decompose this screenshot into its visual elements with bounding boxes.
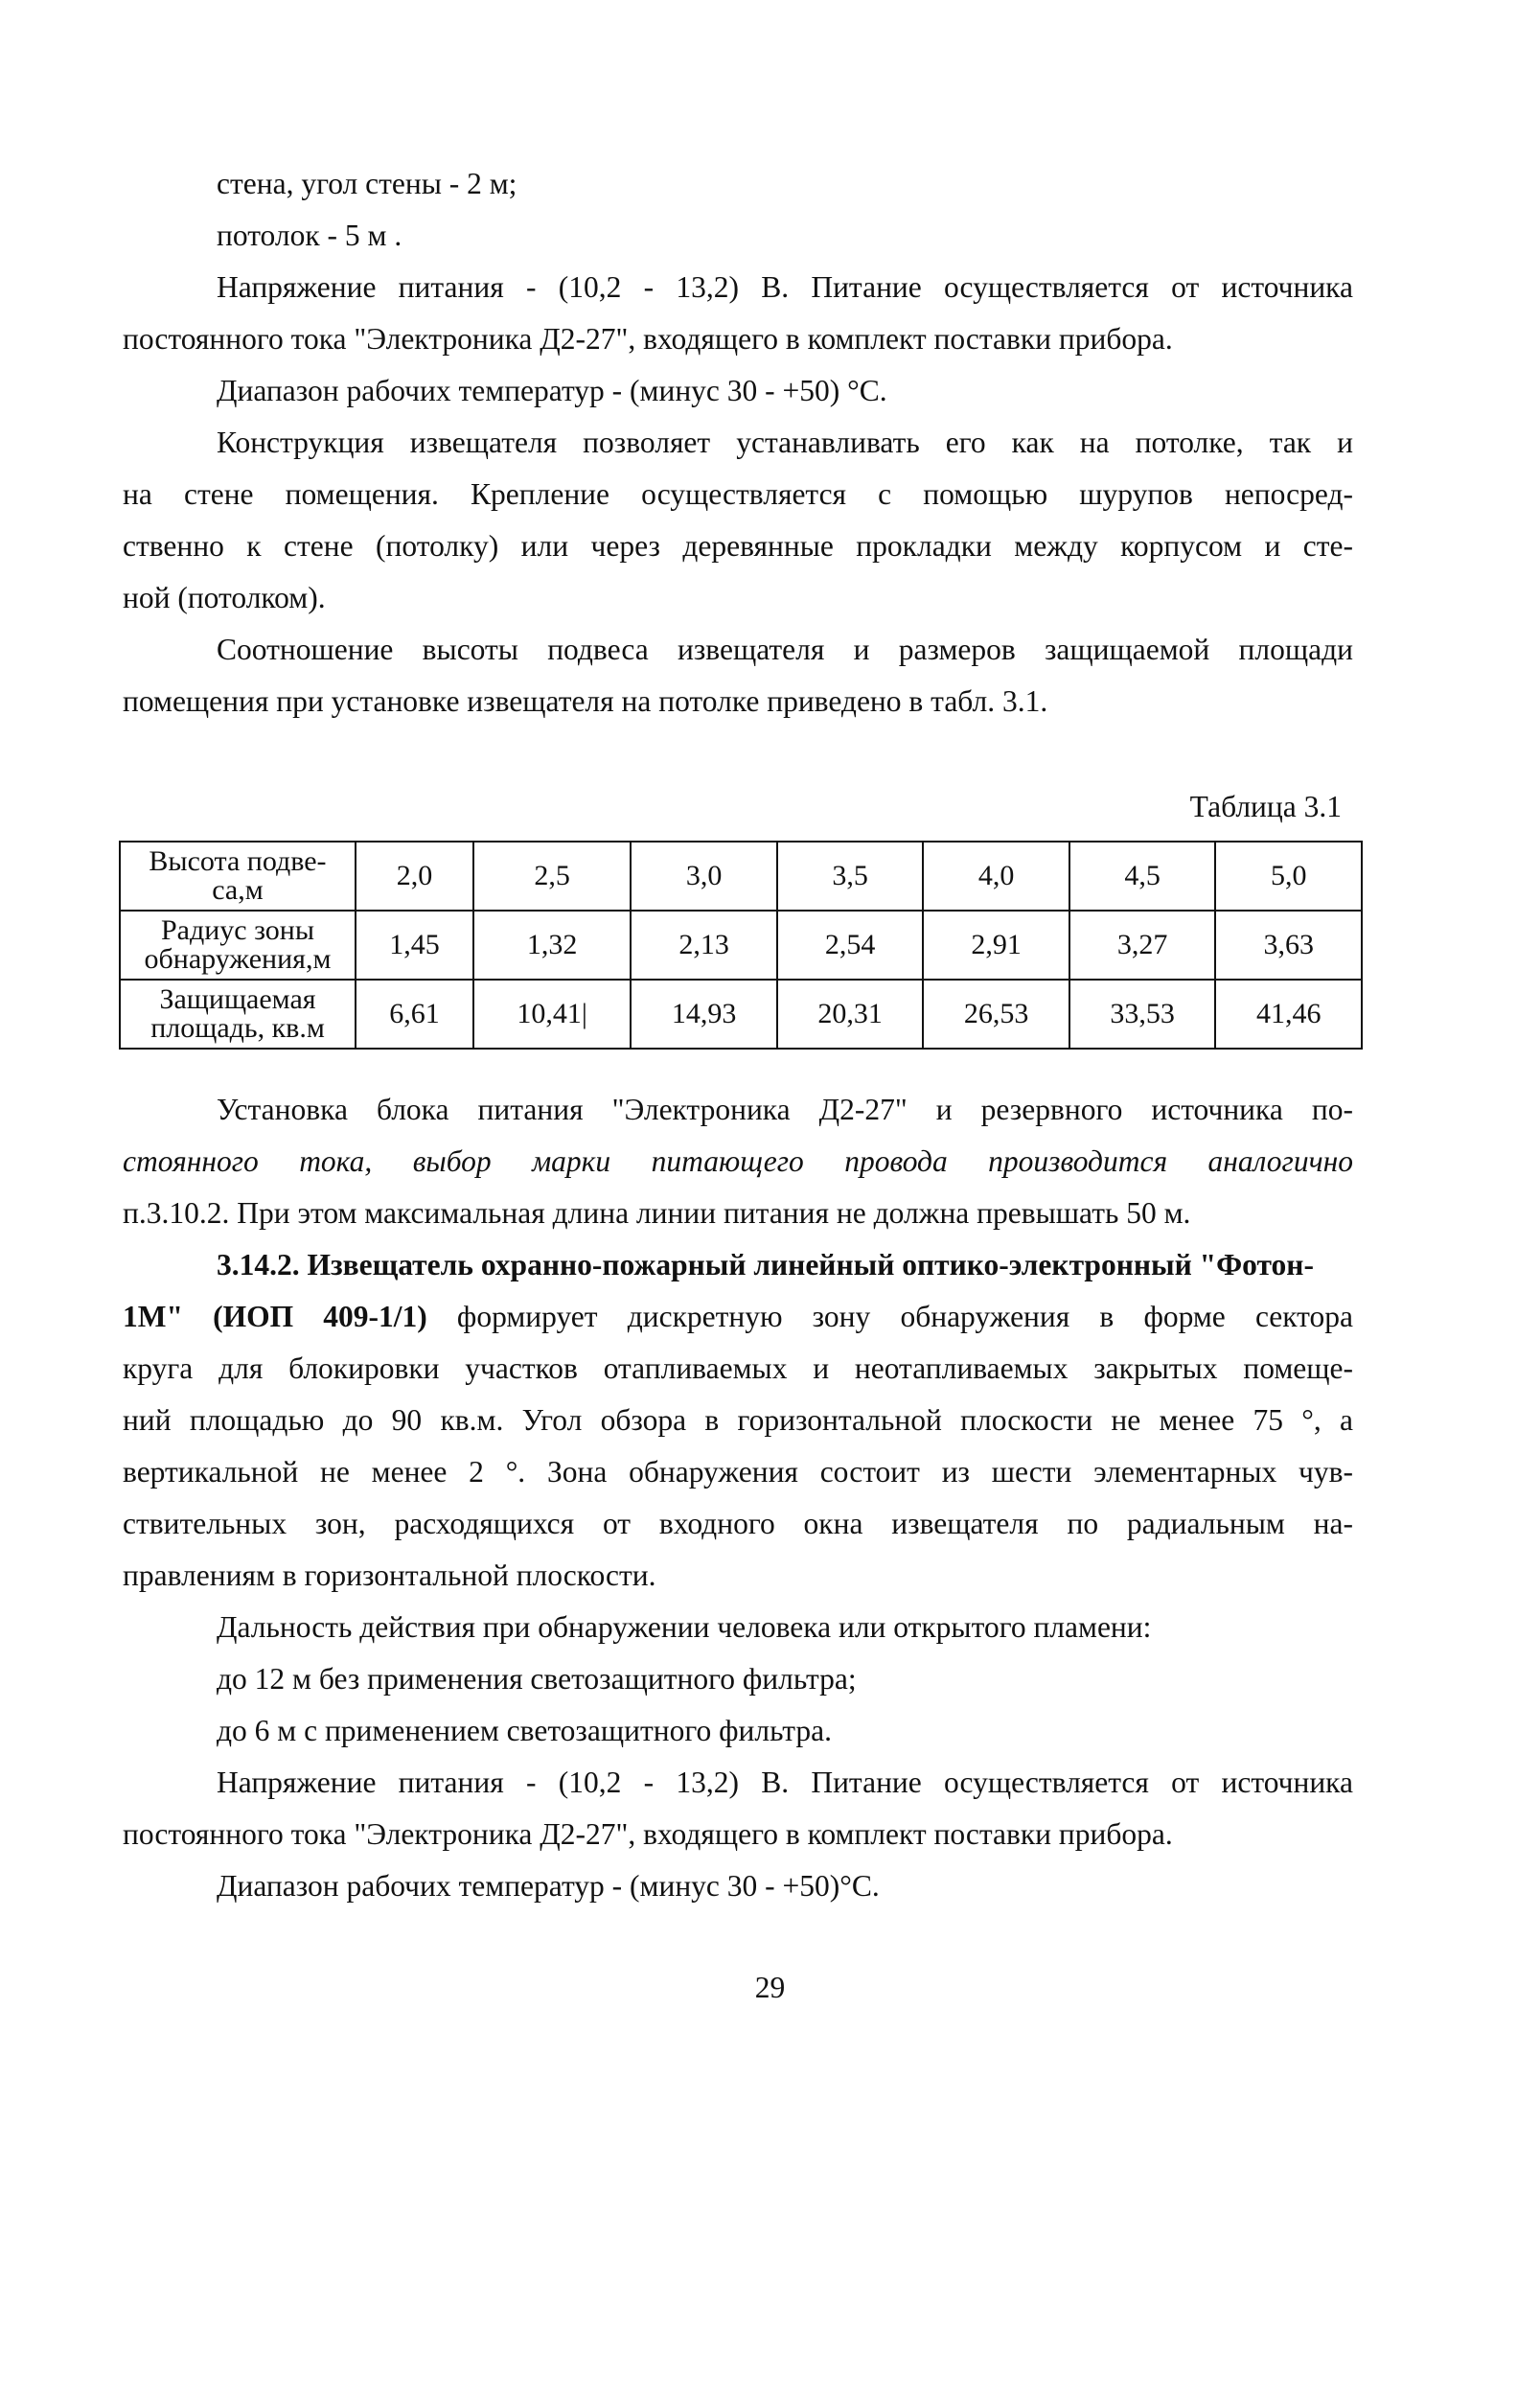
paragraph-photon (123, 1239, 1353, 1602)
table-cell: 26,53 (923, 980, 1069, 1049)
section-heading-line: 3.14.2. Извещатель охранно-пожарный линейный оптико-электронный "Фотон- (217, 1248, 1314, 1281)
text-line (123, 1291, 1353, 1343)
table-cell: 14,93 (631, 980, 777, 1049)
text-line: на стене помещения. Крепление осуществляется с помощью шурупов непосред- (123, 477, 1353, 511)
row-header-line: са,м (212, 874, 264, 906)
row-header (120, 911, 356, 980)
text-line: вертикальной не менее 2 °. Зона обнаружения состоит из шести элементарных чув- (123, 1455, 1353, 1489)
table-cell: 3,0 (631, 842, 777, 911)
table-cell: 2,91 (923, 911, 1069, 980)
row-header-line: Высота подве- (149, 845, 327, 877)
text-line: Соотношение высоты подвеса извещателя и размеров защищаемой площади (217, 633, 1353, 666)
text-line: стена, угол стены - 2 м; (217, 167, 517, 200)
paragraph-ratio (123, 624, 1353, 727)
table-cell: 41,46 (1215, 980, 1362, 1049)
text-span: формирует дискретную зону обнаружения в форме сектора (426, 1300, 1354, 1333)
text-line: потолок - 5 м . (217, 219, 402, 252)
document-page (123, 158, 1353, 1912)
text-line: Напряжение питания - (10,2 - 13,2) В. Питание осуществляется от источника (217, 1766, 1353, 1799)
text-line: круга для блокировки участков отапливаемых и неотапливаемых закрытых помеще- (123, 1351, 1353, 1385)
table-row (120, 842, 1362, 911)
paragraph-voltage-2 (123, 1757, 1353, 1860)
row-header-line: Защищаемая (159, 983, 316, 1015)
row-header-line: Радиус зоны (160, 914, 315, 946)
table-cell: 1,32 (473, 911, 631, 980)
table-cell: 6,61 (356, 980, 473, 1049)
text-line: стоянного тока, выбор марки питающего провода производится аналогично (123, 1144, 1353, 1178)
text-line: Конструкция извещателя позволяет устанавливать его как на потолке, так и (217, 426, 1353, 459)
paragraph-construction (123, 417, 1353, 624)
table-cell: 2,54 (777, 911, 924, 980)
table-cell: 4,0 (923, 842, 1069, 911)
table-cell: 4,5 (1069, 842, 1216, 911)
data-table (119, 841, 1363, 1050)
text-line: до 6 м с применением светозащитного фильтра. (217, 1714, 832, 1747)
text-line: помещения при установке извещателя на потолке приведено в табл. 3.1. (123, 684, 1048, 718)
text-line: п.3.10.2. При этом максимальная длина линии питания не должна превышать 50 м. (123, 1196, 1191, 1230)
table-cell: 3,63 (1215, 911, 1362, 980)
text-line: ственно к стене (потолку) или через деревянные прокладки между корпусом и сте- (123, 529, 1353, 563)
row-header-line: обнаружения,м (144, 943, 332, 975)
section-heading-bold: 1М" (ИОП 409-1/1) (123, 1300, 427, 1333)
table-row (120, 911, 1362, 980)
row-header (120, 980, 356, 1049)
text-line: до 12 м без применения светозащитного фильтра; (217, 1662, 857, 1696)
page-number: 29 (754, 1971, 786, 2004)
table-cell: 20,31 (777, 980, 924, 1049)
paragraph-voltage (123, 262, 1353, 365)
text-line: Установка блока питания "Электроника Д2-27" и резервного источника по- (217, 1093, 1353, 1126)
text-line: ствительных зон, расходящихся от входного окна извещателя по радиальным на- (123, 1507, 1353, 1540)
text-line: ний площадью до 90 кв.м. Угол обзора в горизонтальной плоскости не менее 75 °, а (123, 1403, 1353, 1437)
table-cell: 10,41| (473, 980, 631, 1049)
text-line: Дальность действия при обнаружении человека или открытого пламени: (217, 1610, 1152, 1644)
table-caption: Таблица 3.1 (1189, 790, 1342, 823)
text-line: Диапазон рабочих температур - (минус 30 - +50)°С. (217, 1869, 880, 1903)
table-cell: 1,45 (356, 911, 473, 980)
text-line: Диапазон рабочих температур - (минус 30 - +50) °С. (217, 374, 887, 407)
table-cell: 2,13 (631, 911, 777, 980)
text-line: Напряжение питания - (10,2 - 13,2) В. Питание осуществляется от источника (217, 270, 1353, 304)
row-header (120, 842, 356, 911)
text-line: постоянного тока "Электроника Д2-27", входящего в комплект поставки прибора. (123, 322, 1173, 356)
text-line: постоянного тока "Электроника Д2-27", входящего в комплект поставки прибора. (123, 1817, 1173, 1851)
table-cell: 2,5 (473, 842, 631, 911)
table-cell: 33,53 (1069, 980, 1216, 1049)
table-cell: 5,0 (1215, 842, 1362, 911)
text-line: ной (потолком). (123, 581, 326, 614)
table-row (120, 980, 1362, 1049)
table-cell: 3,27 (1069, 911, 1216, 980)
table-cell: 3,5 (777, 842, 924, 911)
table-cell: 2,0 (356, 842, 473, 911)
text-line: правлениям в горизонтальной плоскости. (123, 1558, 656, 1592)
paragraph-power-unit (123, 1084, 1353, 1239)
row-header-line: площадь, кв.м (150, 1012, 325, 1044)
